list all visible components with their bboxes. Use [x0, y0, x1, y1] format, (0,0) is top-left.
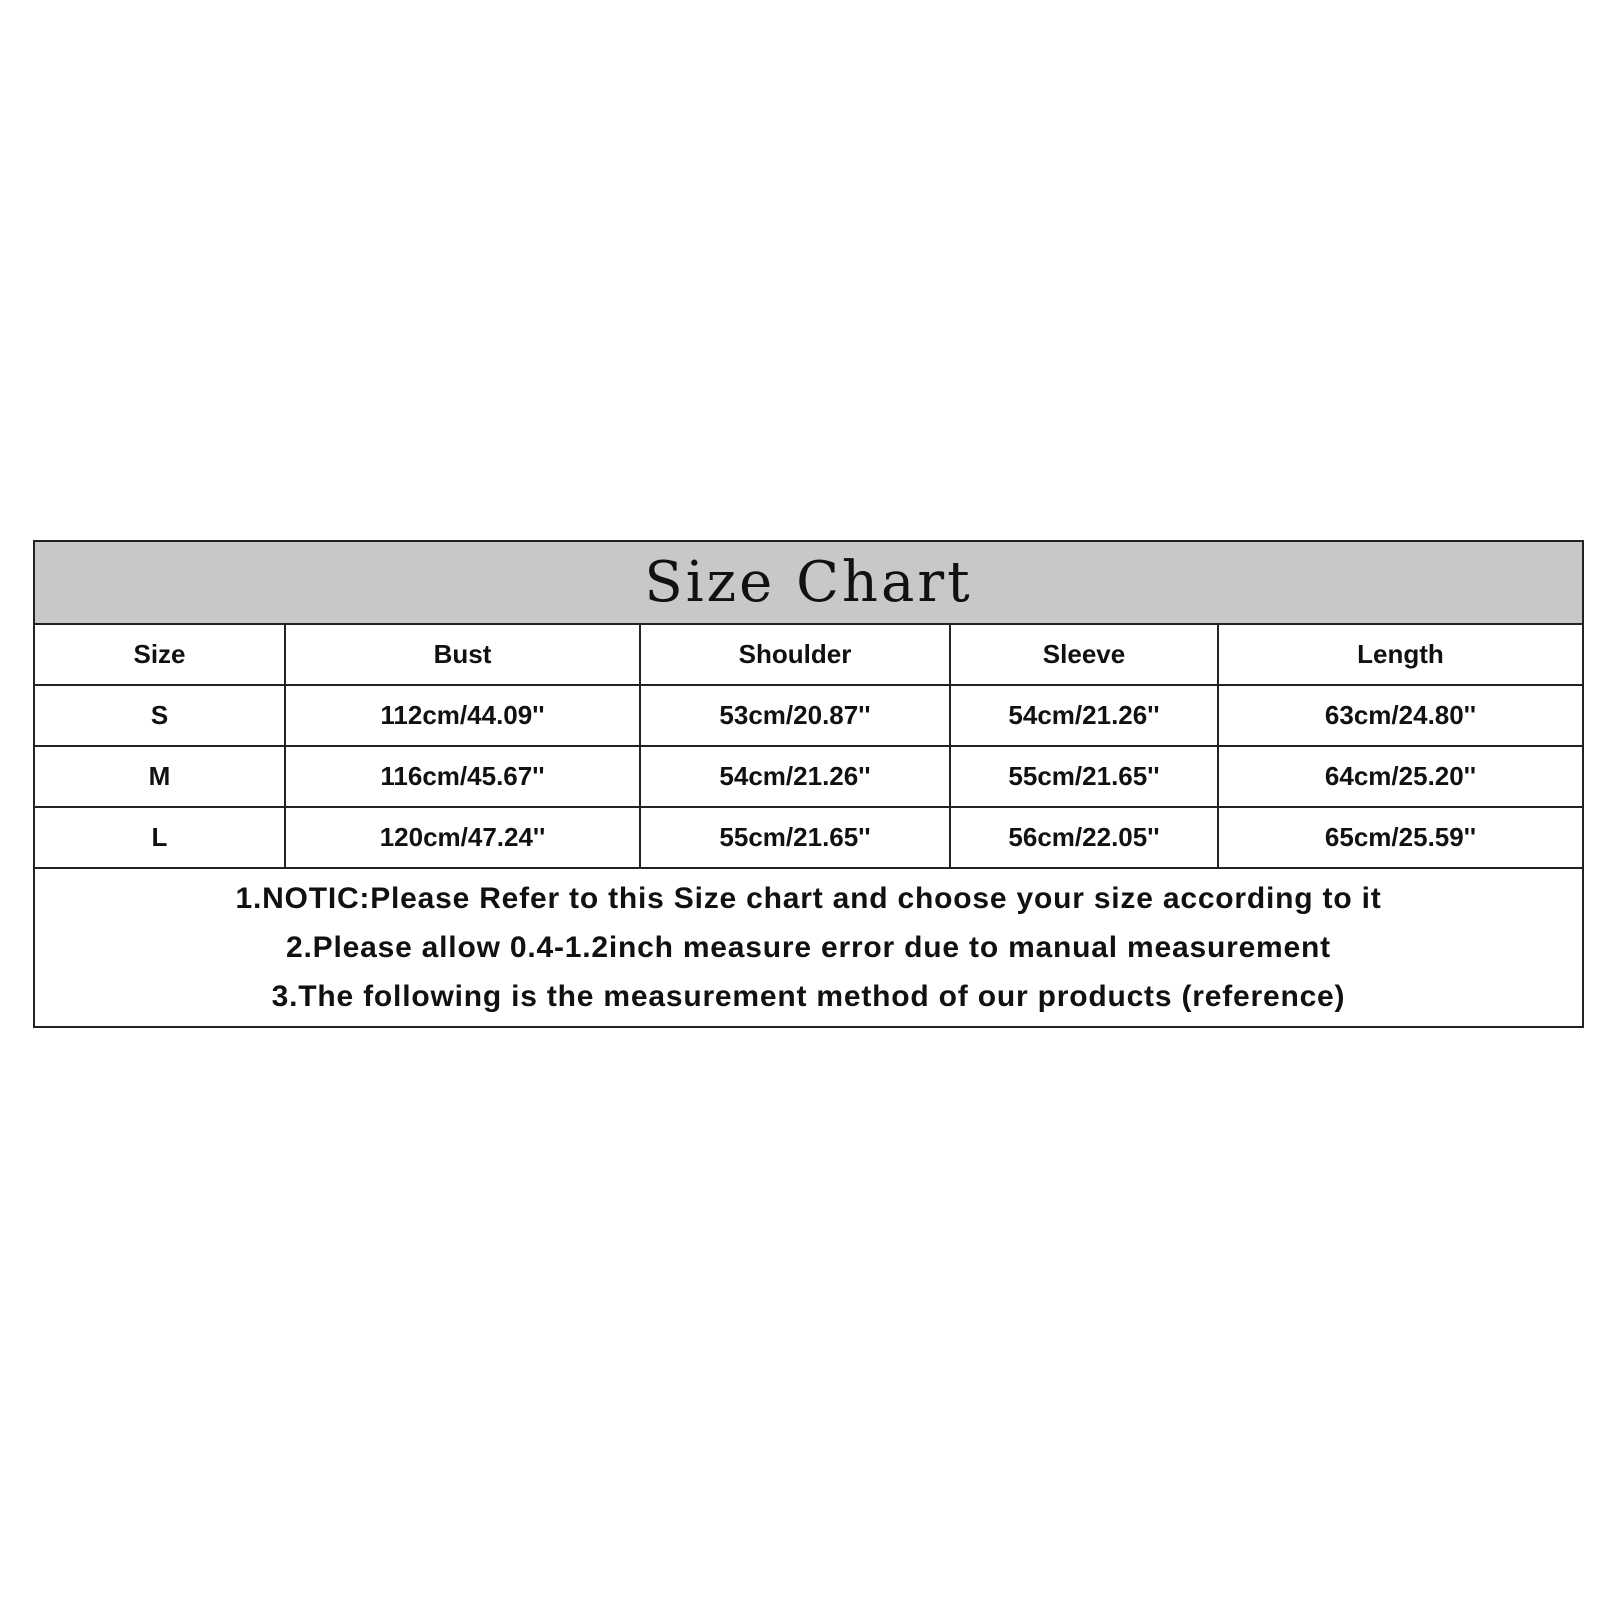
- header-size: Size: [35, 625, 285, 685]
- cell-shoulder: 55cm/21.65'': [640, 807, 950, 868]
- table-row: [35, 807, 1582, 868]
- header-bust: Bust: [285, 625, 640, 685]
- cell-size: S: [35, 685, 285, 746]
- header-sleeve: Sleeve: [950, 625, 1218, 685]
- cell-sleeve: 56cm/22.05'': [950, 807, 1218, 868]
- table-row: [35, 685, 1582, 746]
- note-line: 1.NOTIC:Please Refer to this Size chart and choose your size according to it: [235, 882, 1382, 915]
- cell-size: L: [35, 807, 285, 868]
- header-length: Length: [1218, 625, 1582, 685]
- cell-bust: 116cm/45.67'': [285, 746, 640, 807]
- chart-title: Size Chart: [35, 542, 1582, 625]
- cell-shoulder: 53cm/20.87'': [640, 685, 950, 746]
- table-header-row: [35, 625, 1582, 685]
- size-chart: [33, 540, 1584, 1028]
- note-line: 3.The following is the measurement method of our products (reference): [271, 980, 1346, 1013]
- size-table: [35, 625, 1582, 869]
- note-line: 2.Please allow 0.4-1.2inch measure error due to manual measurement: [286, 931, 1331, 964]
- cell-bust: 112cm/44.09'': [285, 685, 640, 746]
- table-row: [35, 746, 1582, 807]
- header-shoulder: Shoulder: [640, 625, 950, 685]
- cell-shoulder: 54cm/21.26'': [640, 746, 950, 807]
- cell-length: 64cm/25.20'': [1218, 746, 1582, 807]
- cell-sleeve: 55cm/21.65'': [950, 746, 1218, 807]
- cell-bust: 120cm/47.24'': [285, 807, 640, 868]
- cell-size: M: [35, 746, 285, 807]
- notes-section: [35, 869, 1582, 1026]
- cell-sleeve: 54cm/21.26'': [950, 685, 1218, 746]
- cell-length: 65cm/25.59'': [1218, 807, 1582, 868]
- cell-length: 63cm/24.80'': [1218, 685, 1582, 746]
